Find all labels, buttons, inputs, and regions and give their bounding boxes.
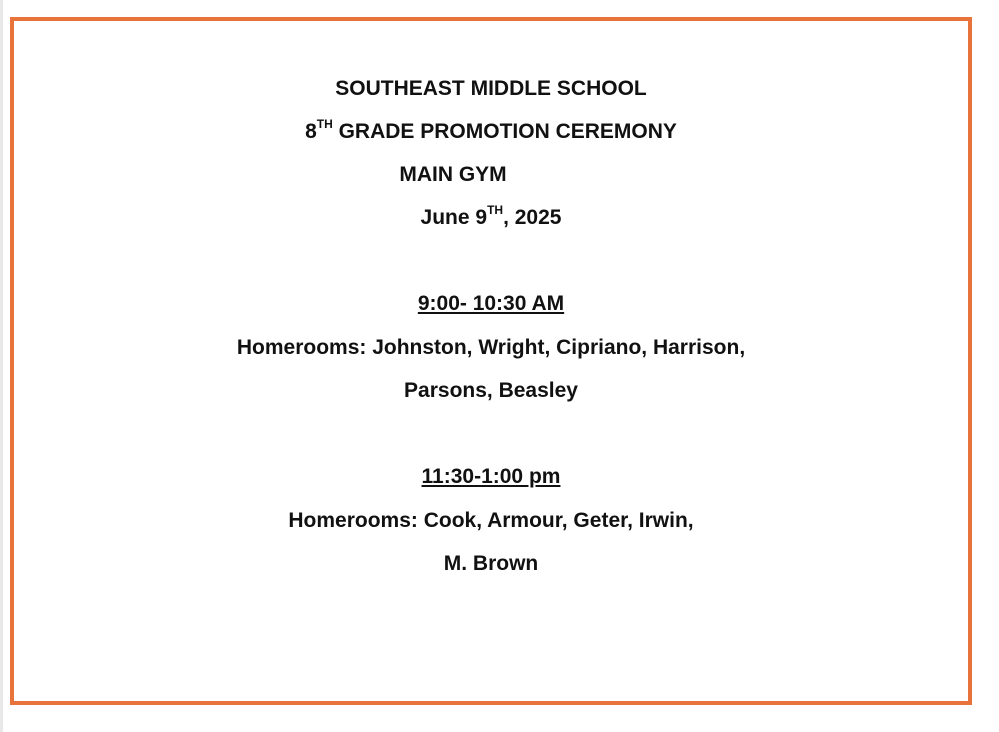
session-1-homerooms-line1: Homerooms: Johnston, Wright, Cipriano, Harrison,	[236, 336, 746, 359]
grade-suffix: TH	[316, 117, 333, 131]
session-2-time-row	[14, 464, 968, 490]
date-rest: , 2025	[503, 206, 562, 229]
session-1-time-row	[14, 291, 968, 317]
date-prefix: June 9	[420, 206, 488, 229]
session-2-homerooms-line2: M. Brown	[443, 552, 539, 575]
page-edge	[0, 0, 3, 732]
session-2-time: 11:30-1:00 pm	[421, 465, 561, 488]
session-2-homerooms-line1: Homerooms: Cook, Armour, Geter, Irwin,	[288, 509, 694, 532]
school-name: SOUTHEAST MIDDLE SCHOOL	[335, 77, 647, 100]
session-1-time: 9:00- 10:30 AM	[417, 292, 565, 315]
session-1-homerooms-line2: Parsons, Beasley	[404, 379, 578, 402]
event-date	[14, 205, 968, 231]
grade-number: 8	[305, 120, 317, 143]
date-suffix: TH	[487, 203, 504, 217]
ceremony-title-rest: GRADE PROMOTION CEREMONY	[332, 120, 677, 143]
location: MAIN GYM	[399, 163, 507, 186]
ceremony-title	[14, 119, 968, 145]
announcement-frame	[10, 17, 972, 705]
